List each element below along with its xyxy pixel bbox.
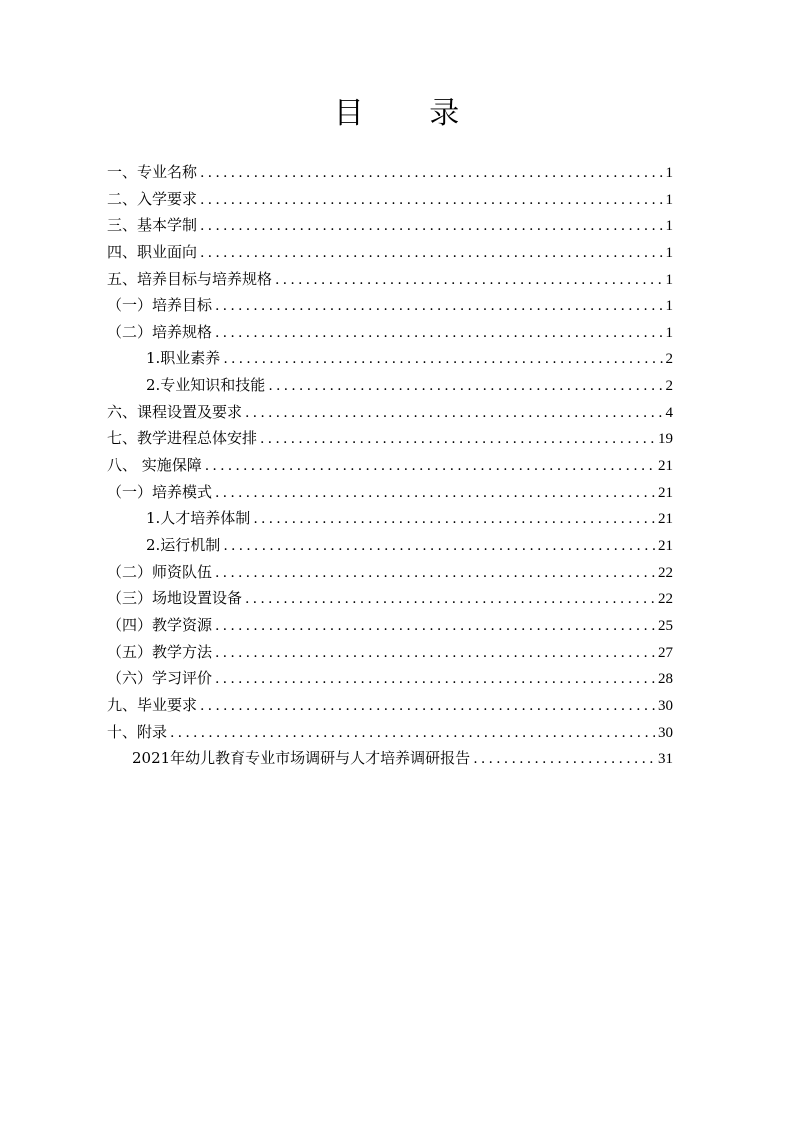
page-title: 目 录	[333, 96, 488, 131]
toc-page-number: 4	[665, 405, 673, 421]
toc-page-number: 30	[658, 698, 673, 714]
toc-leader-dots	[245, 586, 655, 612]
toc-leader-dots	[215, 320, 662, 346]
toc-entry[interactable]	[107, 559, 673, 585]
toc-page-number: 2	[665, 378, 673, 394]
toc-entry-label: （一）培养目标	[107, 296, 213, 314]
toc-page-number: 21	[658, 511, 673, 527]
toc-entry[interactable]	[132, 745, 673, 771]
toc-entry[interactable]	[107, 612, 673, 638]
toc-leader-dots	[200, 240, 662, 266]
toc-page-number: 1	[665, 325, 673, 341]
toc-leader-dots	[223, 533, 655, 559]
toc-page-number: 2	[665, 351, 673, 367]
toc-leader-dots	[170, 720, 655, 746]
toc-page-number: 22	[658, 591, 673, 607]
toc-page-number: 1	[665, 298, 673, 314]
toc-entry[interactable]	[107, 452, 673, 478]
toc-entry[interactable]	[107, 425, 673, 451]
toc-entry[interactable]	[146, 372, 673, 398]
toc-entry-label: 二、入学要求	[107, 190, 198, 208]
toc-page-number: 22	[658, 565, 673, 581]
toc-entry[interactable]	[107, 585, 673, 611]
toc-page-number: 1	[665, 218, 673, 234]
toc-page-number: 30	[658, 725, 673, 741]
toc-entry[interactable]	[107, 292, 673, 318]
toc-leader-dots	[200, 160, 662, 186]
toc-entry-label: 1.人才培养体制	[146, 509, 251, 527]
toc-leader-dots	[205, 453, 655, 479]
toc-entry[interactable]	[107, 719, 673, 745]
toc-entry-label: （五）教学方法	[107, 643, 213, 661]
toc-entry[interactable]	[146, 345, 673, 371]
toc-entry-label: 2.运行机制	[146, 536, 221, 554]
toc-page-number: 21	[658, 485, 673, 501]
toc-entry[interactable]	[107, 399, 673, 425]
toc-page-number: 21	[658, 458, 673, 474]
toc-entry-label: 2.专业知识和技能	[146, 376, 266, 394]
toc-page-number: 28	[658, 671, 673, 687]
toc-page-number: 1	[665, 245, 673, 261]
toc-page-number: 1	[665, 192, 673, 208]
toc-entry-label: （一）培养模式	[107, 483, 213, 501]
toc-entry-label: 八、 实施保障	[107, 456, 202, 474]
toc-leader-dots	[245, 400, 662, 426]
toc-page-number: 1	[665, 165, 673, 181]
toc-entry[interactable]	[107, 319, 673, 345]
toc-leader-dots	[215, 613, 655, 639]
toc-page-number: 27	[658, 645, 673, 661]
toc-entry[interactable]	[107, 239, 673, 265]
toc-leader-dots	[253, 506, 655, 532]
toc-leader-dots	[268, 373, 662, 399]
toc-page-number: 21	[658, 538, 673, 554]
toc-entry-label: （二）培养规格	[107, 323, 213, 341]
toc-leader-dots	[215, 640, 655, 666]
toc-leader-dots	[200, 693, 655, 719]
toc-leader-dots	[473, 746, 655, 772]
toc-leader-dots	[275, 267, 662, 293]
toc-entry[interactable]	[107, 665, 673, 691]
toc-entry-label: 三、基本学制	[107, 216, 198, 234]
toc-leader-dots	[215, 560, 655, 586]
toc-entry-label: 四、职业面向	[107, 243, 198, 261]
toc-entry-label: （三）场地设置设备	[107, 589, 243, 607]
toc-leader-dots	[215, 666, 655, 692]
toc-entry[interactable]	[107, 186, 673, 212]
toc-entry[interactable]	[107, 479, 673, 505]
toc-leader-dots	[260, 426, 655, 452]
toc-page-number: 25	[658, 618, 673, 634]
toc-entry-label: 十、附录	[107, 723, 168, 741]
toc-leader-dots	[215, 293, 662, 319]
toc-entry-label: （六）学习评价	[107, 669, 213, 687]
toc-entry-label: 九、毕业要求	[107, 696, 198, 714]
toc-page-number: 31	[658, 751, 673, 767]
toc-entry[interactable]	[107, 212, 673, 238]
toc-entry[interactable]	[107, 266, 673, 292]
toc-entry[interactable]	[146, 532, 673, 558]
toc-entry[interactable]	[146, 505, 673, 531]
toc-entry-label: 2021年幼儿教育专业市场调研与人才培养调研报告	[132, 749, 471, 767]
toc-entry-label: 七、教学进程总体安排	[107, 429, 258, 447]
toc-entry-label: （二）师资队伍	[107, 563, 213, 581]
toc-leader-dots	[200, 187, 662, 213]
toc-entry-label: 六、课程设置及要求	[107, 403, 243, 421]
toc-page-number: 19	[658, 431, 673, 447]
toc-entry[interactable]	[107, 639, 673, 665]
toc-leader-dots	[215, 480, 655, 506]
toc-page-number: 1	[665, 272, 673, 288]
toc-entry-label: （四）教学资源	[107, 616, 213, 634]
toc-leader-dots	[223, 346, 662, 372]
toc-entry[interactable]	[107, 159, 673, 185]
toc-entry-label: 一、专业名称	[107, 163, 198, 181]
toc-leader-dots	[200, 213, 662, 239]
toc-entry-label: 五、培养目标与培养规格	[107, 270, 273, 288]
toc-entry[interactable]	[107, 692, 673, 718]
toc-entry-label: 1.职业素养	[146, 349, 221, 367]
